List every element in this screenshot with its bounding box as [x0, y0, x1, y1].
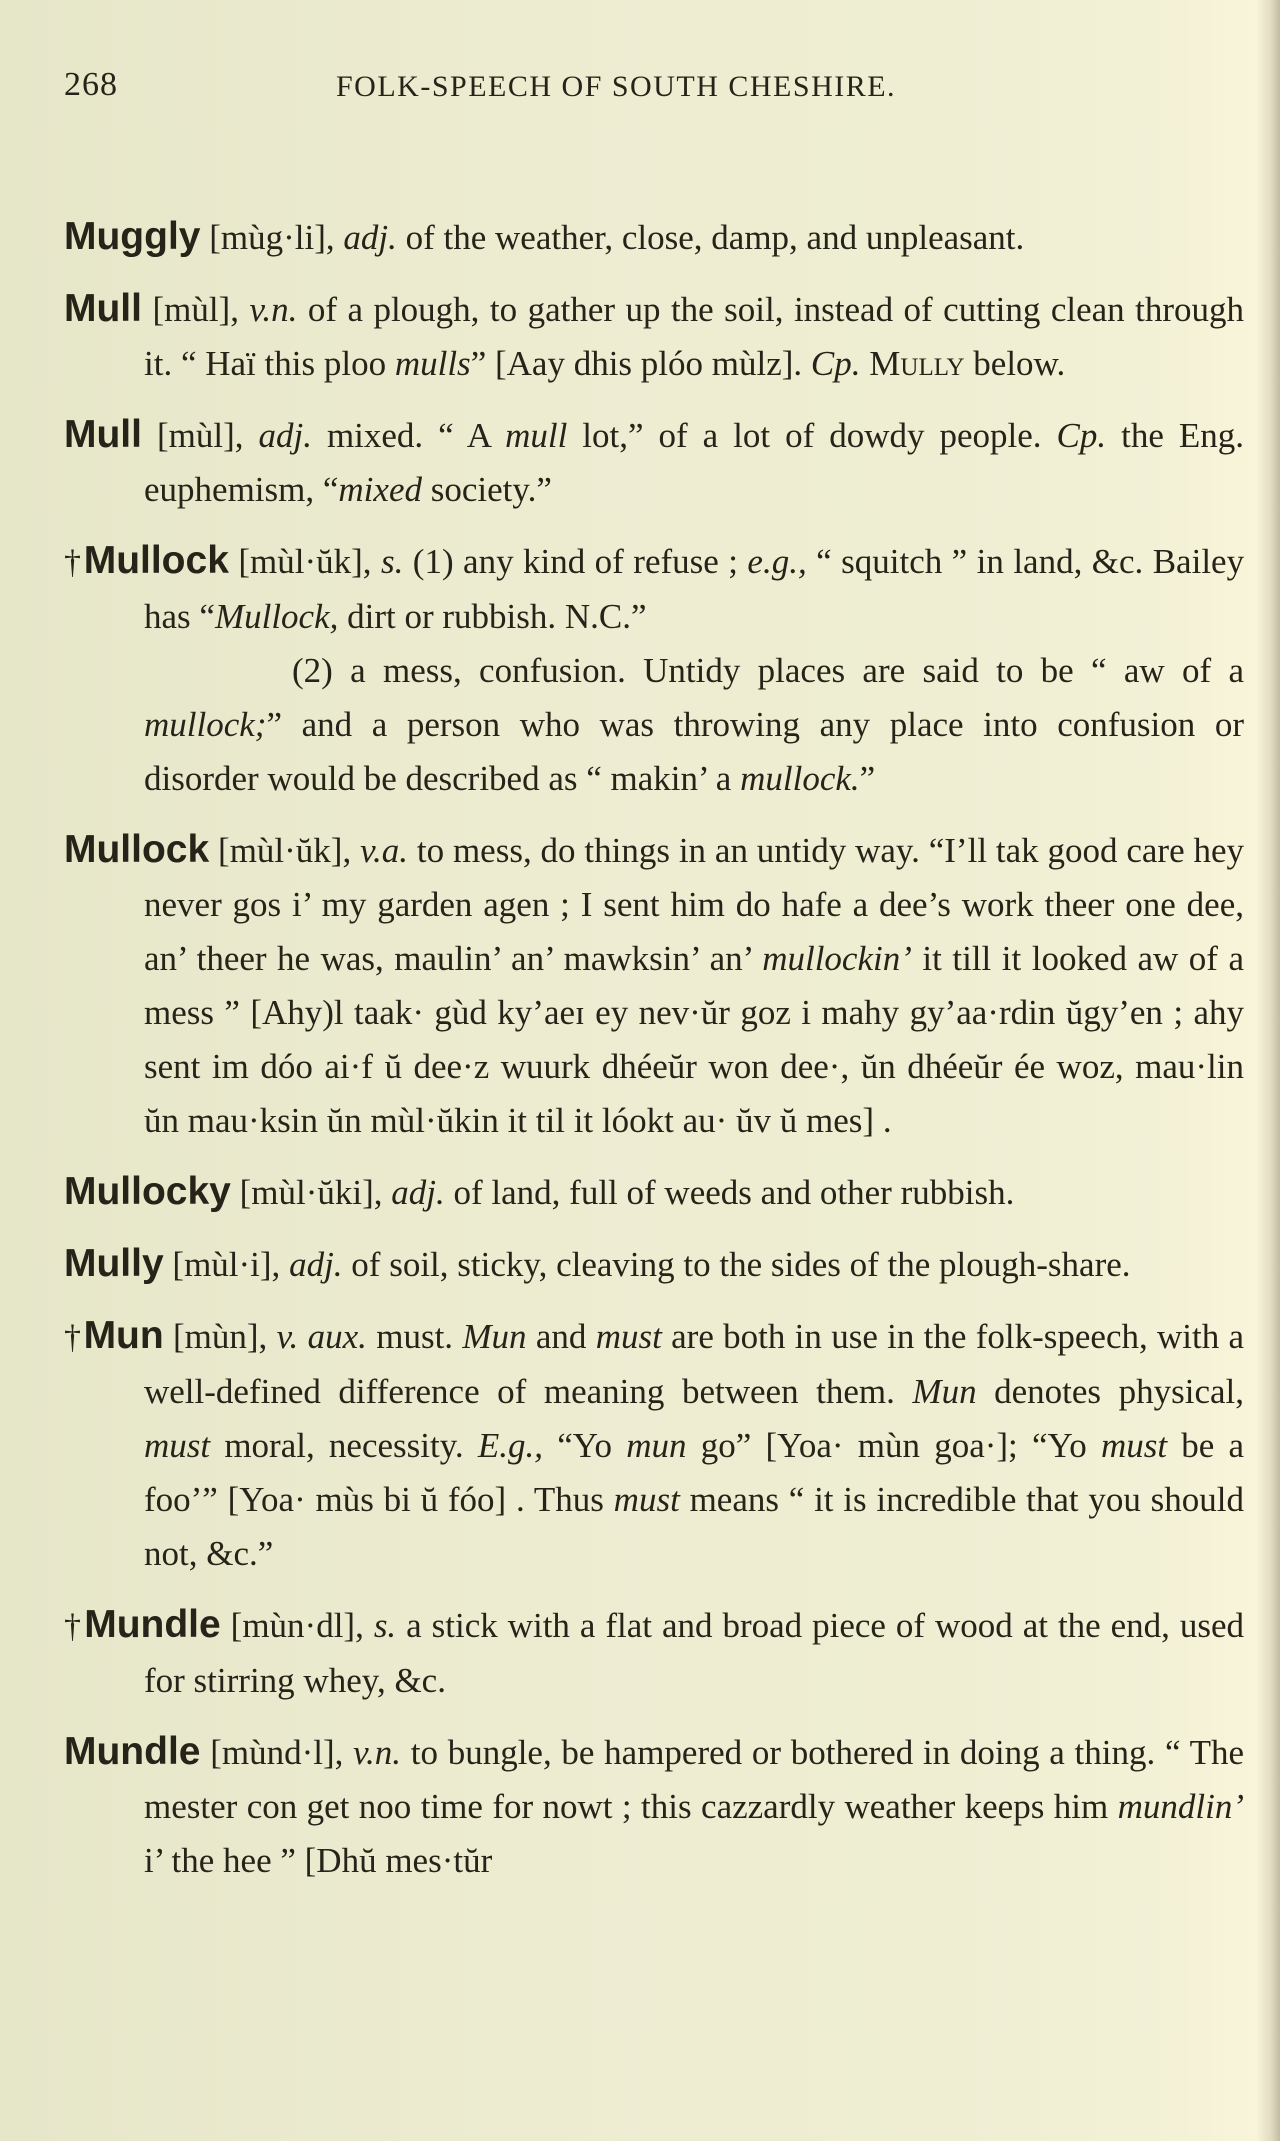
italic-term: must	[144, 1426, 211, 1465]
part-of-speech: adj.	[289, 1245, 343, 1284]
definition-continued: the Eng. euphemism, “	[144, 416, 1244, 509]
dictionary-entries	[64, 210, 1244, 1888]
part-of-speech: v.n.	[353, 1733, 402, 1772]
page-number: 268	[64, 66, 118, 103]
quote-italic: mulls	[394, 344, 471, 383]
definition: of land, full of weeds and other rubbish.	[453, 1173, 1015, 1212]
definition: must.	[376, 1317, 454, 1356]
definition: to bungle, be hampered or bothered in doing a thing. “ The mester con get noo time for nowt ; this cazzardly weather keeps him	[144, 1733, 1244, 1826]
entry-mully	[64, 1237, 1244, 1292]
italic-term: Mun	[912, 1372, 977, 1411]
sense-2-text: ”	[859, 759, 876, 798]
compare-abbrev: Cp.	[810, 344, 861, 383]
sense-2-text: (2) a mess, confusion. Untidy places are said to be “ aw of a	[292, 651, 1244, 690]
definition: mixed.	[326, 416, 424, 455]
sense-2	[144, 644, 1244, 806]
example-abbrev: E.g.,	[477, 1426, 544, 1465]
part-of-speech: s.	[373, 1606, 397, 1645]
pronunciation: [mùl·ŭk],	[238, 542, 372, 581]
quote-italic: mullockin’	[762, 939, 912, 978]
definition-text: means “ it is incredible that you should not, &c.”	[144, 1480, 1244, 1573]
definition-text: go” [Yoa· mùn goa·]; “Yo	[700, 1426, 1087, 1465]
part-of-speech: adj.	[391, 1173, 445, 1212]
part-of-speech: adj.	[258, 416, 312, 455]
dagger-mark: †	[64, 544, 82, 581]
headword: Mullock	[64, 828, 210, 871]
italic-term: mun	[626, 1426, 687, 1465]
page-content	[64, 52, 1244, 1905]
headword: Mun	[83, 1314, 164, 1357]
definition: to mess, do things in an untidy way. “I’ll tak good care hey never gos i’ my garden agen ; I sent him do hafe a dee’s work theer one dee, an’ theer he was, maulin’ an’ mawksin’ an’	[144, 831, 1245, 978]
page-edge-shadow	[1256, 0, 1280, 2141]
pronunciation: [mùl·ŭki],	[239, 1173, 383, 1212]
part-of-speech: v.n.	[249, 290, 298, 329]
entry-mundle-noun	[64, 1598, 1244, 1708]
definition: of a plough, to gather up the soil, instead of cutting clean through it.	[144, 290, 1245, 383]
italic-term: must	[613, 1480, 680, 1519]
headword: Mullock	[83, 539, 229, 582]
headword: Mull	[64, 413, 142, 456]
dagger-mark: †	[64, 1319, 82, 1356]
entry-mundle-verb	[64, 1725, 1244, 1888]
definition-text: are both in use in the folk-speech, with a well-defined difference of meaning between them.	[144, 1317, 1245, 1411]
quote-italic: mundlin’	[1117, 1787, 1244, 1826]
pronunciation: [mùl],	[152, 290, 239, 329]
italic-term: Mun	[462, 1317, 527, 1356]
italic-term: must	[1100, 1426, 1168, 1465]
part-of-speech: adj.	[343, 218, 397, 257]
definition-text: “Yo	[557, 1426, 613, 1465]
definition: of soil, sticky, cleaving to the sides of the plough-share.	[351, 1245, 1131, 1284]
headword: Mull	[64, 287, 142, 330]
quote-open: “ Haï this ploo	[180, 344, 387, 383]
pronunciation: [mùn·dl],	[230, 1606, 364, 1645]
pronunciation: [mùn],	[173, 1317, 268, 1356]
headword: Mully	[64, 1242, 164, 1285]
pronunciation: [mùl·i],	[172, 1245, 281, 1284]
part-of-speech: v. aux.	[276, 1317, 367, 1356]
definition: of the weather, close, damp, and unpleasant.	[405, 218, 1025, 257]
italic-term: must	[595, 1317, 662, 1356]
sense-2-italic: mullock.	[740, 759, 860, 798]
entry-mullock-noun	[64, 534, 1244, 806]
cross-reference: Mully	[869, 344, 965, 383]
definition-text: denotes physical,	[994, 1372, 1244, 1411]
definition-continued: “ squitch ” in land, &c. Bailey has “	[144, 542, 1245, 636]
definition-text: and	[535, 1317, 587, 1356]
definition-continued: it till it looked aw of a mess ” [Ahy)l taak· gùd ky’aeɪ ey nev·ŭr goz i mahy gy’aa·rdin ŭgy’en ; ahy sent im dóo ai·f ŭ dee·z wuurk dhéeŭr won dee·, ŭn dhéeŭr ée woz, mau·lin ŭn mau·ksin ŭn mùl·ŭkin it til it lóokt au· ŭv ŭ mes] .	[144, 939, 1244, 1140]
quote-italic: mixed	[338, 470, 422, 509]
headword: Muggly	[64, 215, 201, 258]
entry-mull-verb	[64, 282, 1244, 391]
quote-close: lot,” of a lot of dowdy people.	[582, 416, 1042, 455]
pronunciation: [mùnd·l],	[210, 1733, 344, 1772]
sense-2-text: ” and a person who was throwing any place into confusion or disorder would be described as “ makin’ a	[144, 705, 1244, 798]
headword: Mundle	[64, 1730, 201, 1773]
compare-abbrev: Cp.	[1056, 416, 1107, 455]
dagger-mark: †	[64, 1608, 83, 1645]
entry-mull-adjective	[64, 408, 1244, 517]
headword: Mullocky	[64, 1170, 231, 1213]
definition: (1) any kind of refuse ;	[412, 542, 738, 581]
cross-reference-tail: below.	[973, 344, 1066, 383]
pronunciation: [mùl·ŭk],	[218, 831, 352, 870]
quote-close: society.”	[430, 470, 552, 509]
definition: a stick with a flat and broad piece of wood at the end, used for stirring whey, &c.	[144, 1606, 1245, 1700]
quote-open: “ A	[438, 416, 491, 455]
definition-text: moral, necessity.	[224, 1426, 464, 1465]
quote-close: ” [Aay dhis plóo mùlz].	[470, 344, 803, 383]
entry-muggly	[64, 210, 1244, 265]
entry-mullocky	[64, 1165, 1244, 1220]
page-header-title: FOLK-SPEECH OF SOUTH CHESHIRE.	[336, 70, 897, 103]
definition-text: be a foo’” [Yoa· mùs bi ŭ fóo] . Thus	[144, 1426, 1245, 1519]
citation-italic: Mullock,	[214, 597, 339, 636]
sense-2-italic: mullock;	[144, 705, 267, 744]
part-of-speech: v.a.	[360, 831, 409, 870]
example-abbrev: e.g.,	[747, 542, 807, 581]
pronunciation: [mùl],	[156, 416, 244, 455]
pronunciation: [mùg·li],	[209, 218, 335, 257]
citation-text: dirt or rubbish. N.C.”	[347, 597, 647, 636]
part-of-speech: s.	[380, 542, 404, 581]
entry-mun	[64, 1309, 1244, 1581]
entry-mullock-verb	[64, 823, 1244, 1148]
quote-italic: mull	[505, 416, 568, 455]
running-head	[64, 52, 1244, 122]
headword: Mundle	[84, 1603, 221, 1646]
definition-continued: i’ the hee ” [Dhŭ mes·tŭr	[144, 1841, 493, 1880]
